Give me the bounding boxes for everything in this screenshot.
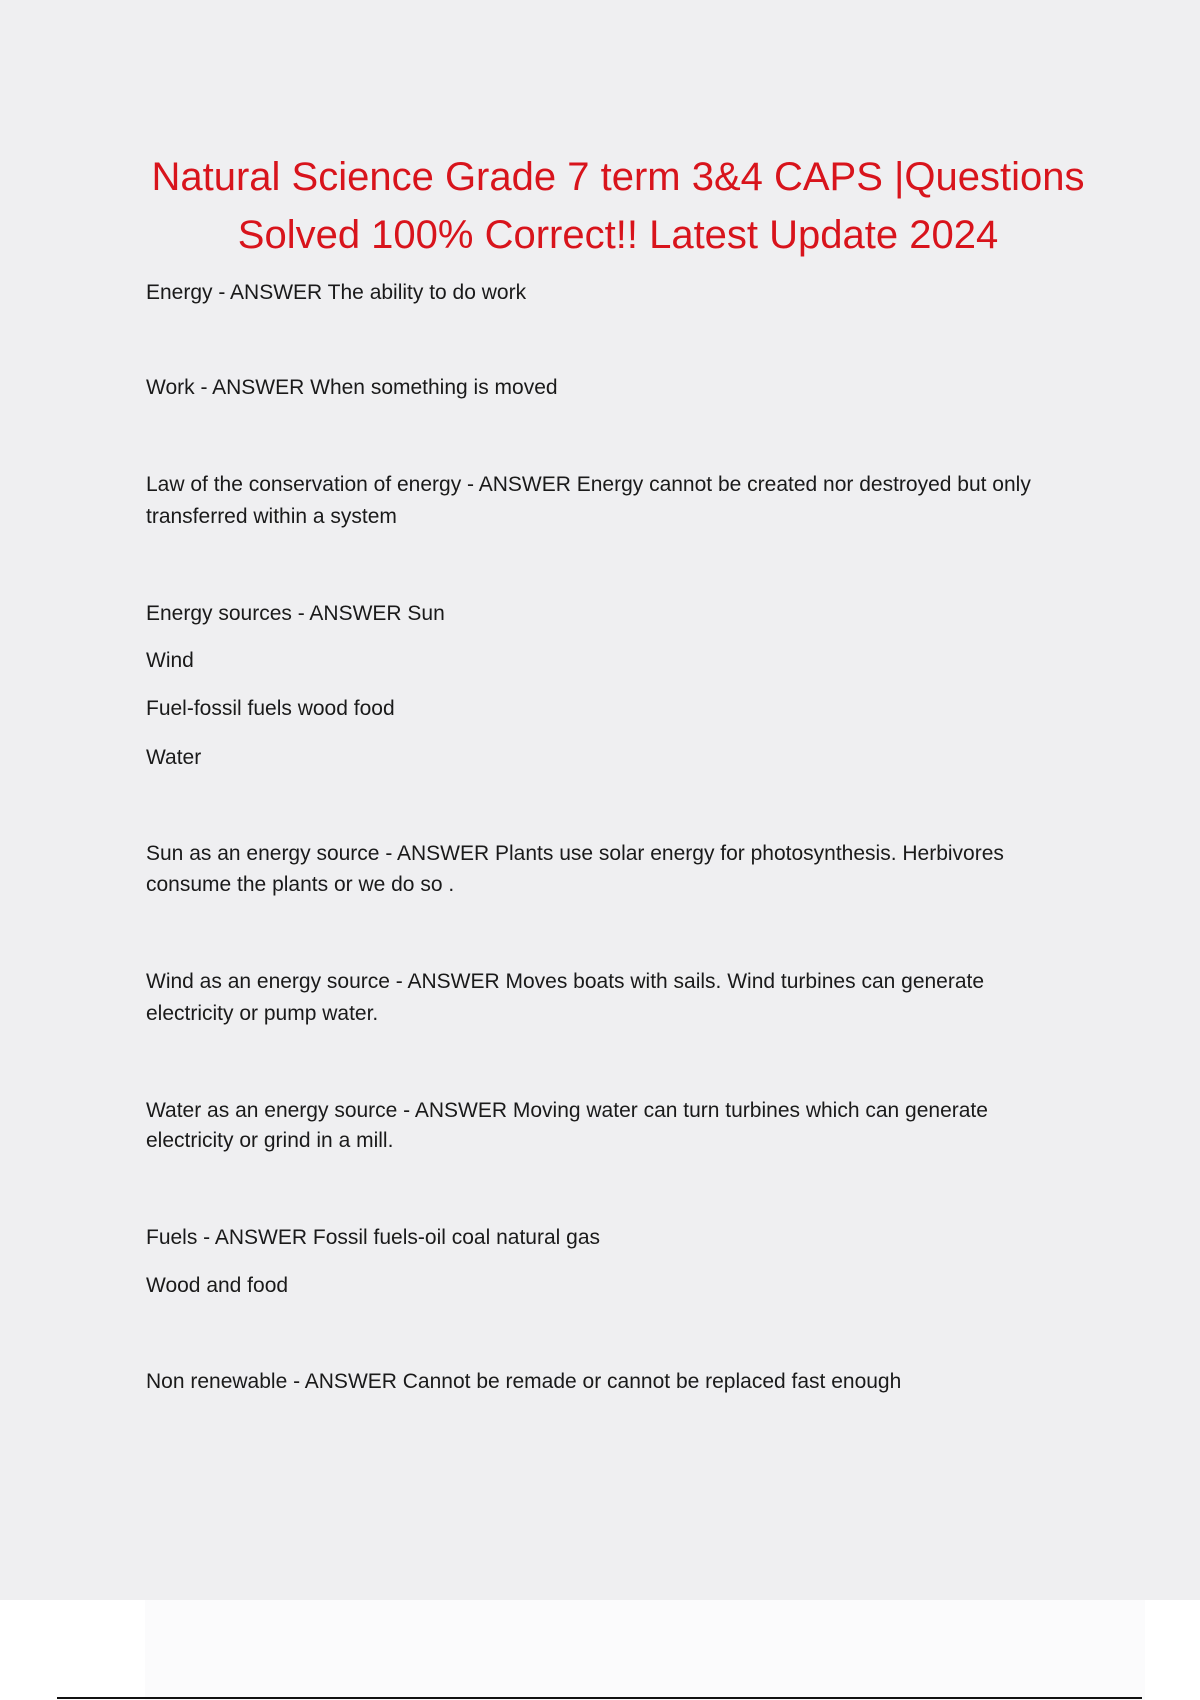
qa-line-wind-source-cont: electricity or pump water.: [146, 1002, 379, 1025]
title-line-2: Solved 100% Correct!! Latest Update 2024: [237, 213, 999, 257]
qa-line-wind: Wind: [146, 649, 194, 672]
qa-line-wood-food: Wood and food: [146, 1274, 289, 1297]
qa-line-water: Water: [146, 746, 202, 769]
qa-line-water-source-cont: electricity or grind in a mill.: [146, 1129, 394, 1152]
qa-line-wind-source: Wind as an energy source - ANSWER Moves boats with sails. Wind turbines can generate: [146, 970, 985, 993]
qa-line-conservation: Law of the conservation of energy - ANSWER Energy cannot be created nor destroyed but only: [146, 473, 1031, 496]
qa-line-water-source: Water as an energy source - ANSWER Moving water can turn turbines which can generate: [146, 1099, 988, 1122]
footer-divider: [57, 1697, 1142, 1699]
qa-line-non-renewable: Non renewable - ANSWER Cannot be remade or cannot be replaced fast enough: [146, 1370, 902, 1393]
qa-line-fuels: Fuels - ANSWER Fossil fuels-oil coal natural gas: [146, 1226, 600, 1249]
qa-line-sun-source: Sun as an energy source - ANSWER Plants use solar energy for photosynthesis. Herbivores: [146, 842, 1004, 865]
qa-line-fuel: Fuel-fossil fuels wood food: [146, 697, 395, 720]
qa-line-sun-source-cont: consume the plants or we do so .: [146, 873, 455, 896]
qa-line-energy-sources: Energy sources - ANSWER Sun: [146, 602, 445, 625]
qa-line-work: Work - ANSWER When something is moved: [146, 376, 558, 399]
qa-line-conservation-cont: transferred within a system: [146, 505, 397, 528]
document-title: [120, 148, 1116, 264]
title-line-1: Natural Science Grade 7 term 3&4 CAPS |Questions: [151, 155, 1085, 199]
page-footer-area: [0, 1600, 1200, 1700]
qa-line-energy: Energy - ANSWER The ability to do work: [146, 281, 527, 304]
next-page-edge: [145, 1600, 1145, 1700]
